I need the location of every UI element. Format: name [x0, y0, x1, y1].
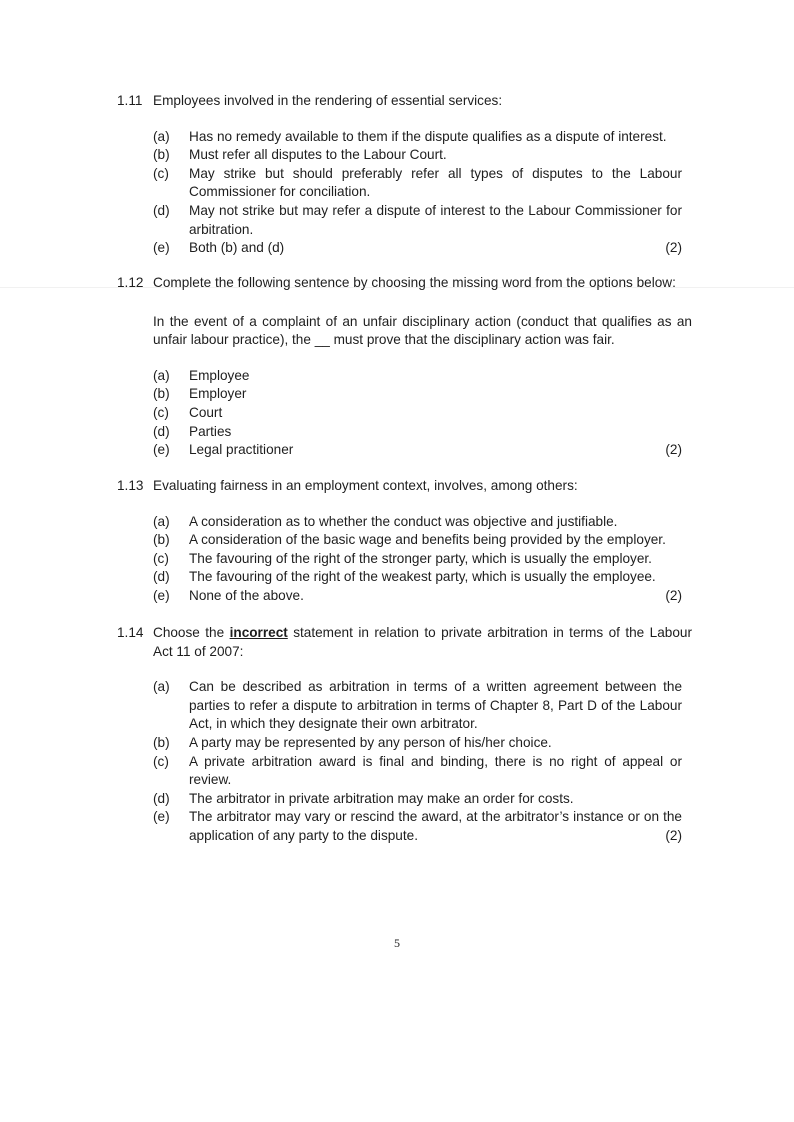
marks: (2): [665, 442, 682, 458]
options-list: [153, 128, 692, 258]
option-text: A private arbitration award is final and binding, there is no right of appeal or review.: [189, 753, 682, 788]
marks: (2): [665, 587, 682, 603]
option-label: (e): [153, 442, 170, 458]
option-label: (b): [153, 734, 170, 750]
question-1-13: [117, 477, 692, 606]
option-label: (d): [153, 790, 170, 806]
option-b: [153, 531, 692, 550]
option-a: [153, 128, 692, 147]
question-1-14: [117, 624, 692, 846]
question-number: 1.14: [117, 625, 144, 640]
option-text: The favouring of the right of the stronger party, which is usually the employer.: [189, 550, 652, 566]
option-c: [153, 753, 692, 790]
page-number: 5: [394, 936, 400, 950]
option-text: Can be described as arbitration in terms of a written agreement between the parties to refer a dispute to arbitration in terms of Chapter 8, Part D of the Labour Act, in which they designate their own arbitrator.: [189, 679, 682, 732]
marks: (2): [665, 827, 682, 843]
question-intro: In the event of a complaint of an unfair disciplinary action (conduct that qualifies as an unfair labour practice), the __ must prove that the disciplinary action was fair.: [153, 313, 692, 348]
option-text: Court: [189, 404, 223, 420]
option-e: [153, 808, 692, 845]
question-number: 1.12: [117, 275, 144, 290]
option-text: May strike but should preferably refer all types of disputes to the Labour Commissioner for conciliation.: [189, 165, 682, 200]
option-b: [153, 146, 692, 165]
option-d: [153, 423, 692, 442]
options-list: [153, 367, 692, 460]
option-c: [153, 165, 692, 202]
option-text: Has no remedy available to them if the dispute qualifies as a dispute of interest.: [189, 128, 667, 144]
option-b: [153, 734, 692, 753]
option-label: (c): [153, 404, 169, 420]
option-text: The favouring of the right of the weakest party, which is usually the employee.: [189, 569, 656, 585]
question-number: 1.11: [117, 93, 143, 108]
option-label: (d): [153, 423, 170, 439]
option-a: [153, 513, 692, 532]
option-c: [153, 404, 692, 423]
option-d: [153, 568, 692, 587]
question-stem: Evaluating fairness in an employment context, involves, among others:: [153, 478, 578, 493]
option-text: The arbitrator in private arbitration may make an order for costs.: [189, 790, 574, 806]
option-text: A party may be represented by any person of his/her choice.: [189, 734, 552, 750]
option-a: [153, 367, 692, 386]
option-label: (c): [153, 550, 169, 566]
option-label: (a): [153, 513, 170, 529]
option-label: (e): [153, 587, 170, 603]
option-label: (a): [153, 367, 170, 383]
option-a: [153, 678, 692, 734]
stem-text: Choose the: [153, 625, 230, 640]
option-label: (c): [153, 165, 169, 181]
option-text: Parties: [189, 423, 232, 439]
option-label: (d): [153, 569, 170, 585]
option-label: (c): [153, 753, 169, 769]
option-label: (e): [153, 809, 170, 825]
question-number: 1.13: [117, 478, 144, 493]
question-1-11: [117, 92, 692, 258]
option-b: [153, 385, 692, 404]
option-e: [153, 441, 692, 460]
marks: (2): [665, 240, 682, 256]
option-text: Legal practitioner: [189, 442, 294, 458]
stem-text: statement in relation to private arbitration in terms of the Labour Act 11 of 2007:: [153, 625, 692, 659]
option-text: Employee: [189, 367, 250, 383]
option-text: Both (b) and (d): [189, 240, 285, 256]
stem-emphasis: incorrect: [229, 625, 288, 640]
option-d: [153, 202, 692, 239]
option-text: A consideration as to whether the conduct was objective and justifiable.: [189, 513, 618, 529]
option-label: (d): [153, 202, 170, 218]
question-stem: Complete the following sentence by choosing the missing word from the options below:: [153, 275, 676, 290]
option-label: (b): [153, 147, 170, 163]
options-list: [153, 513, 692, 606]
option-text: None of the above.: [189, 587, 304, 603]
option-label: (e): [153, 240, 170, 256]
option-e: [153, 239, 692, 258]
question-stem: Employees involved in the rendering of essential services:: [153, 93, 503, 108]
question-stem: [153, 624, 692, 661]
option-label: (a): [153, 679, 170, 695]
options-list: [153, 678, 692, 845]
option-d: [153, 790, 692, 809]
option-c: [153, 550, 692, 569]
option-text: A consideration of the basic wage and benefits being provided by the employer.: [189, 532, 666, 548]
option-text: The arbitrator may vary or rescind the award, at the arbitrator’s instance or on the application of any party to the dispute.: [189, 809, 682, 843]
option-text: Employer: [189, 386, 247, 402]
option-label: (b): [153, 386, 170, 402]
option-e: [153, 587, 692, 606]
option-label: (a): [153, 128, 170, 144]
option-text: Must refer all disputes to the Labour Court.: [189, 147, 447, 163]
question-1-12: [117, 274, 692, 460]
option-label: (b): [153, 532, 170, 548]
option-text: May not strike but may refer a dispute of interest to the Labour Commissioner for arbitration.: [189, 202, 682, 237]
